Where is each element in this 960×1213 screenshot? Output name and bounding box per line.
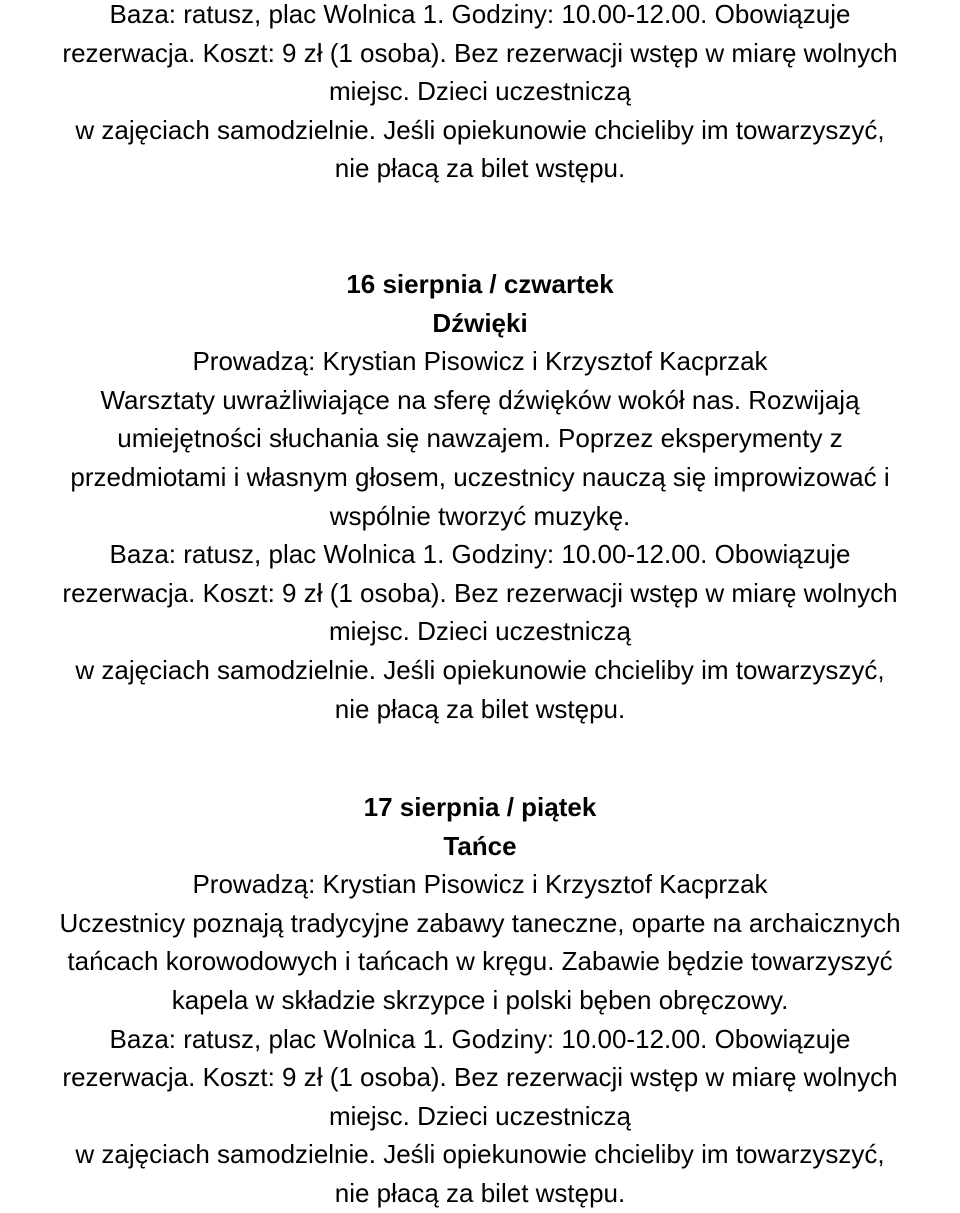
event-date-heading: 17 sierpnia / piątek [363,792,597,823]
event-description-line: kapela w składzie skrzypce i polski bęben obręczowy. [171,985,789,1016]
event-date-heading: 16 sierpnia / czwartek [346,268,614,299]
event-description-line: przedmiotami i własnym głosem, uczestnicy nauczą się improwizować i [70,461,890,492]
event-title: Tańce [443,830,517,861]
event-description-line: wspólnie tworzyć muzykę. [329,500,631,531]
info-line: w zajęciach samodzielnie. Jeśli opiekunowie chcieliby im towarzyszyć, [75,654,885,685]
info-line: miejsc. Dzieci uczestniczą [329,76,631,107]
event-description-line: umiejętności słuchania się nawzajem. Poprzez eksperymenty z [117,423,843,454]
info-line: Baza: ratusz, plac Wolnica 1. Godziny: 10.00-12.00. Obowiązuje [109,539,851,570]
info-line: miejsc. Dzieci uczestniczą [329,616,631,647]
info-line: rezerwacja. Koszt: 9 zł (1 osoba). Bez rezerwacji wstęp w miarę wolnych [62,37,898,68]
event-description-line: tańcach korowodowych i tańcach w kręgu. Zabawie będzie towarzyszyć [67,946,893,977]
event-section [0,265,960,728]
info-line: rezerwacja. Koszt: 9 zł (1 osoba). Bez rezerwacji wstęp w miarę wolnych [62,1062,898,1093]
info-line: nie płacą za bilet wstępu. [334,693,626,724]
info-line: miejsc. Dzieci uczestniczą [329,1100,631,1131]
info-line: nie płacą za bilet wstępu. [334,1178,626,1209]
event-hosts: Prowadzą: Krystian Pisowicz i Krzysztof Kacprzak [192,346,768,377]
section-gap [0,728,960,788]
info-line: Baza: ratusz, plac Wolnica 1. Godziny: 10.00-12.00. Obowiązuje [109,0,851,29]
event-title: Dźwięki [432,307,528,338]
info-line: rezerwacja. Koszt: 9 zł (1 osoba). Bez rezerwacji wstęp w miarę wolnych [62,577,898,608]
event-description-line: Warsztaty uwrażliwiające na sferę dźwięków wokół nas. Rozwijają [100,384,860,415]
event-section [0,788,960,1213]
top-info-block [0,0,960,188]
info-line: nie płacą za bilet wstępu. [334,153,626,184]
info-line: Baza: ratusz, plac Wolnica 1. Godziny: 10.00-12.00. Obowiązuje [109,1023,851,1054]
info-line: w zajęciach samodzielnie. Jeśli opiekunowie chcieliby im towarzyszyć, [75,114,885,145]
event-description-line: Uczestnicy poznają tradycyjne zabawy taneczne, oparte na archaicznych [59,907,901,938]
info-line: w zajęciach samodzielnie. Jeśli opiekunowie chcieliby im towarzyszyć, [75,1139,885,1170]
event-hosts: Prowadzą: Krystian Pisowicz i Krzysztof Kacprzak [192,869,768,900]
section-gap [0,188,960,265]
